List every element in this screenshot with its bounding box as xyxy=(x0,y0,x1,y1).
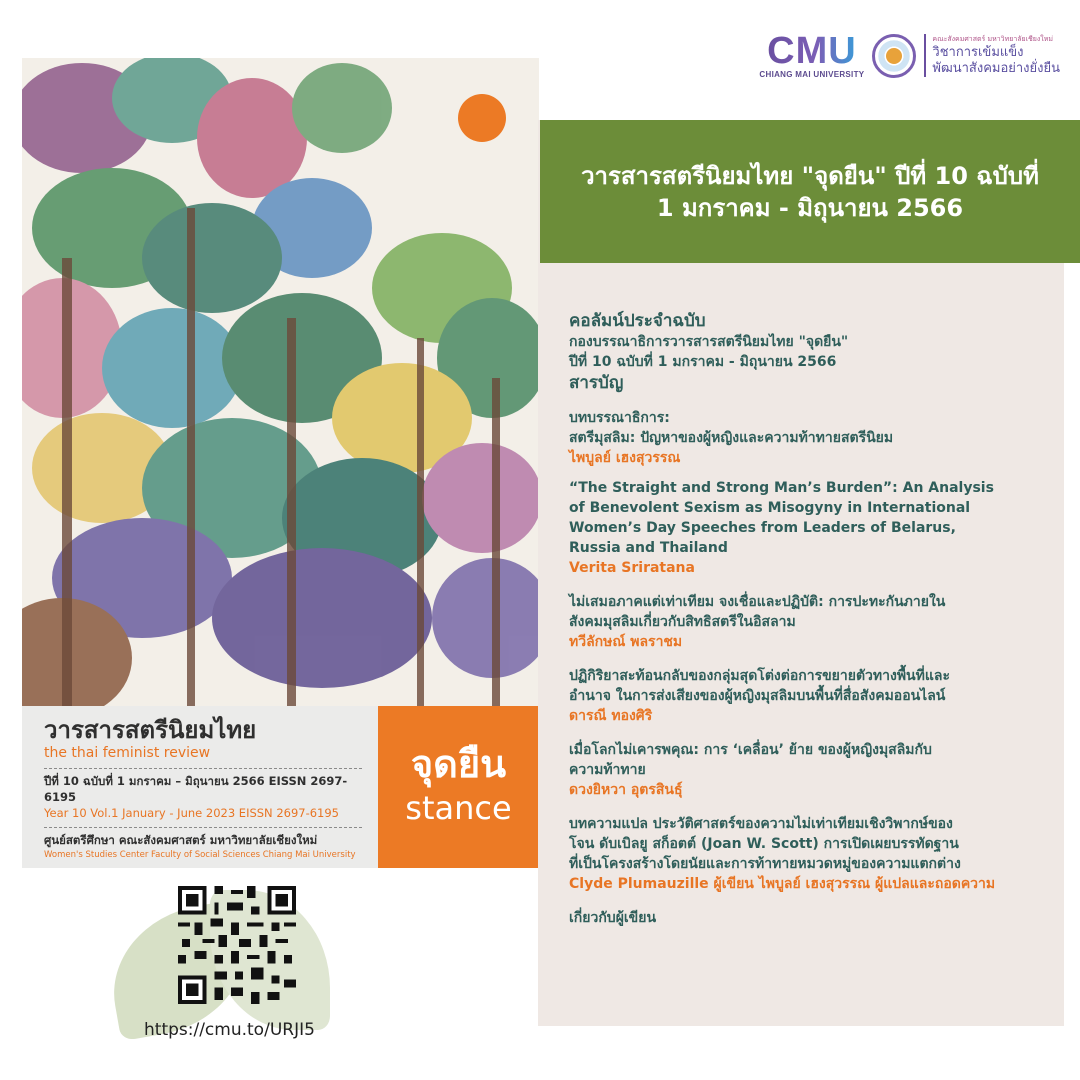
article-title: of Benevolent Sexism as Misogyny in International xyxy=(569,500,971,516)
divider xyxy=(44,768,362,769)
watercolor-forest-image xyxy=(22,58,539,706)
article-author: ดวงยิหวา อุตรสินธุ์ xyxy=(569,782,683,798)
article-author: ดารณี ทองศิริ xyxy=(569,708,653,724)
column-heading: คอลัมน์ประจำฉบับ xyxy=(569,311,706,331)
article-title: Russia and Thailand xyxy=(569,540,728,556)
article-title: ไม่เสมอภาคแต่เท่าเทียม จงเชื่อและปฏิบัติ: การปะทะกันภายใน xyxy=(569,594,946,610)
article-author: Clyde Plumauzille ผู้เขียน ไพบูลย์ เฮงสุวรรณ ผู้แปลและถอดความ xyxy=(569,876,996,892)
article-title: “The Straight and Strong Man’s Burden”: An Analysis xyxy=(569,480,994,496)
faculty-text xyxy=(924,34,1060,77)
list-item[interactable] xyxy=(569,666,1039,726)
about-authors-link[interactable]: เกี่ยวกับผู้เขียน xyxy=(569,910,657,926)
list-item[interactable] xyxy=(569,478,1039,578)
divider xyxy=(44,827,362,828)
article-title: เมื่อโลกไม่เคารพคุณ: การ ‘เคลื่อน’ ย้าย ของผู้หญิงมุสลิมกับ xyxy=(569,742,932,758)
qr-url[interactable]: https://cmu.to/URJI5 xyxy=(144,1020,315,1040)
faculty-name: คณะสังคมศาสตร์ มหาวิทยาลัยเชียงใหม่ xyxy=(932,35,1053,43)
issue-title-banner xyxy=(540,120,1080,263)
title-line-2: 1 มกราคม - มิถุนายน 2566 xyxy=(656,193,964,222)
article-author: ไพบูลย์ เฮงสุวรรณ xyxy=(569,450,681,466)
issue-line: ปีที่ 10 ฉบับที่ 1 มกราคม - มิถุนายน 2566 xyxy=(569,354,837,370)
panel-edge xyxy=(1064,262,1080,1026)
article-title: สตรีมุสลิม: ปัญหาของผู้หญิงและความท้าทายสตรีนิยม xyxy=(569,430,894,446)
article-title: Women’s Day Speeches from Leaders of Belarus, xyxy=(569,520,956,536)
article-title: อำนาจ ในการส่งเสียงของผู้หญิงมุสลิมบนพื้นที่สื่อสังคมออนไลน์ xyxy=(569,688,946,704)
article-title: สังคมมุสลิมเกี่ยวกับสิทธิสตรีในอิสลาม xyxy=(569,614,796,630)
article-title: ปฏิกิริยาสะท้อนกลับของกลุ่มสุดโต่งต่อการขยายตัวทางพื้นที่และ xyxy=(569,668,950,684)
cmu-wordmark xyxy=(759,32,864,79)
stance-block xyxy=(378,706,539,868)
list-item[interactable] xyxy=(569,740,1039,800)
cmu-brand: CMU xyxy=(767,30,857,72)
title-line-1: วารสารสตรีนิยมไทย "จุดยืน" ปีที่ 10 ฉบับที่ xyxy=(581,161,1039,190)
article-title: ความท้าทาย xyxy=(569,762,646,778)
article-title: ที่เป็นโครงสร้างโดยนัยและการท้าทายหมวดหมู่ของความแตกต่าง xyxy=(569,856,961,872)
cmu-brand-sub: CHIANG MAI UNIVERSITY xyxy=(759,70,865,79)
stance-thai: จุดยืน xyxy=(410,742,507,786)
issue-thai: ปีที่ 10 ฉบับที่ 1 มกราคม – มิถุนายน 2566 EISSN 2697-6195 xyxy=(44,774,348,804)
cover-info-block xyxy=(22,706,378,868)
table-of-contents xyxy=(569,310,1039,928)
orange-circle-decoration xyxy=(458,94,506,142)
cmu-logo xyxy=(759,32,1060,79)
article-author: ทวีลักษณ์ พลราชม xyxy=(569,634,683,650)
article-title: โจน ดับเบิลยู สก็อตต์ (Joan W. Scott) การเปิดเผยบรรทัดฐาน xyxy=(569,836,959,852)
journal-title-english: the thai feminist review xyxy=(44,745,211,761)
editorial-board: กองบรรณาธิการวารสารสตรีนิยมไทย "จุดยืน" xyxy=(569,334,849,350)
journal-title-thai: วารสารสตรีนิยมไทย xyxy=(44,716,257,744)
issue-english: Year 10 Vol.1 January - June 2023 EISSN 2697-6195 xyxy=(44,806,340,820)
toc-heading: สารบัญ xyxy=(569,373,624,393)
stance-english: stance xyxy=(405,789,512,827)
article-author: Verita Sriratana xyxy=(569,560,695,576)
journal-cover xyxy=(22,58,539,868)
center-thai: ศูนย์สตรีศึกษา คณะสังคมศาสตร์ มหาวิทยาลัยเชียงใหม่ xyxy=(44,833,318,847)
qr-code-icon[interactable] xyxy=(178,886,296,1004)
list-item[interactable] xyxy=(569,428,1039,468)
list-item[interactable] xyxy=(569,592,1039,652)
editorial-label: บทบรรณาธิการ: xyxy=(569,410,670,426)
center-english: Women's Studies Center Faculty of Social Sciences Chiang Mai University xyxy=(44,850,356,860)
list-item[interactable] xyxy=(569,814,1039,894)
faculty-seal-icon xyxy=(872,34,916,78)
article-title: บทความแปล ประวัติศาสตร์ของความไม่เท่าเทียมเชิงวิพากษ์ของ xyxy=(569,816,953,832)
slogan-line-2: พัฒนาสังคมอย่างยั่งยืน xyxy=(932,61,1060,76)
slogan-line-1: วิชาการเข้มแข็ง xyxy=(932,45,1024,60)
